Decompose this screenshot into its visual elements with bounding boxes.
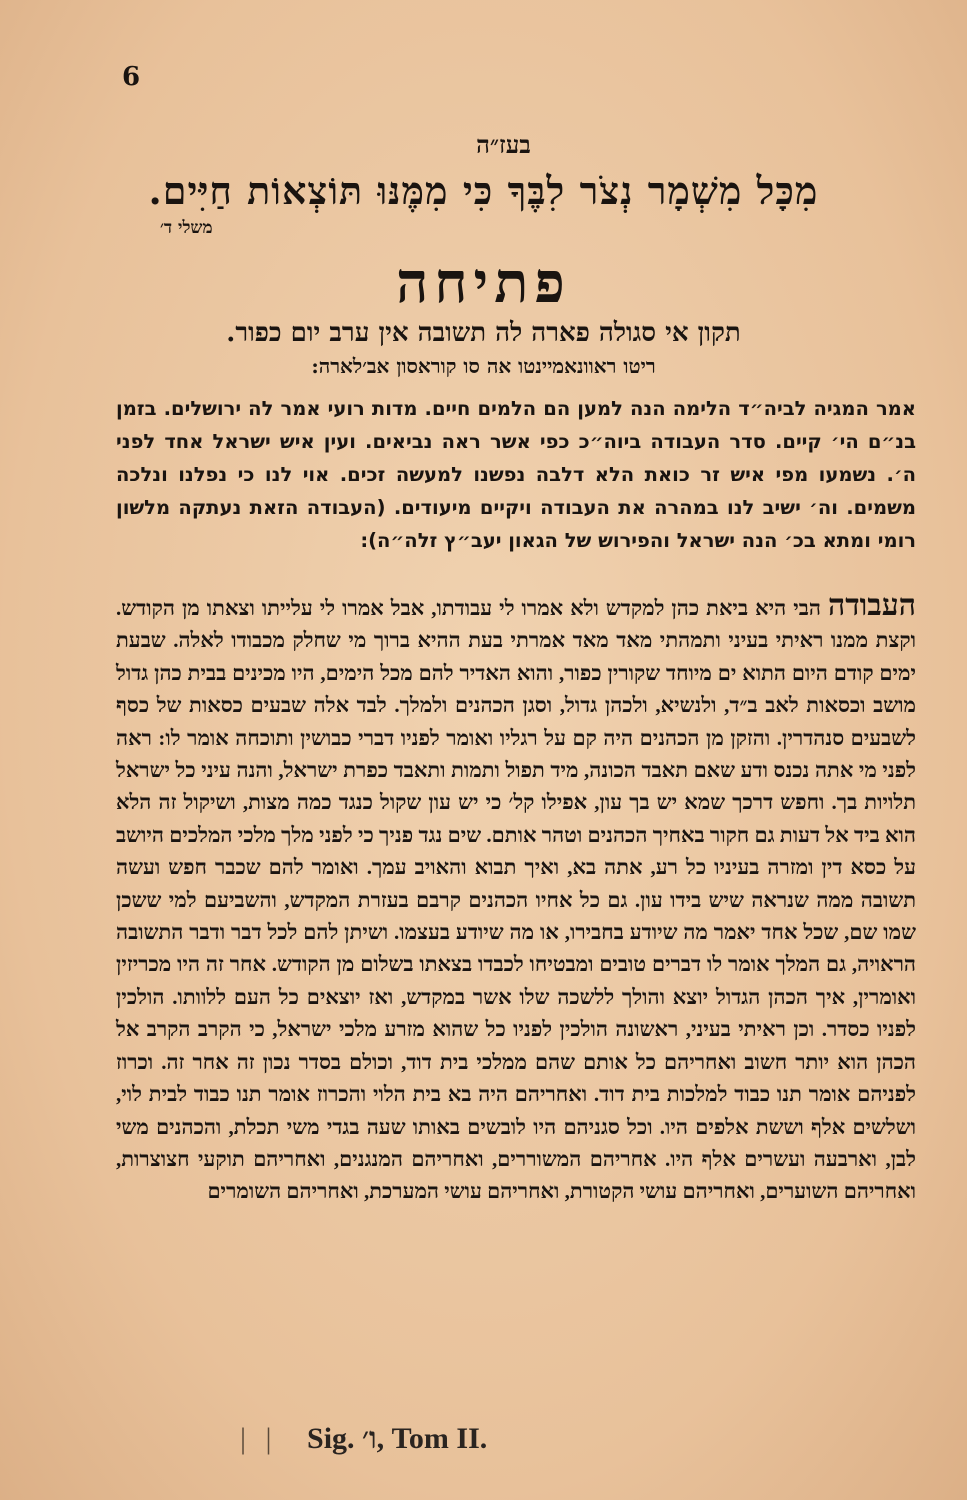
main-text: הבי היא ביאת כהן למקדש ולא אמרו לי עבודתו, אבל אמרו לי עלייתו וצאתו מן הקודש. וקצת ממנו ראיתי בעיני ותמהתי מאד מאד אמרתי בעת ההיא ברוך מי שחלק מכבודו לאלה. שבעת ימים קודם היום התוא ים מיוחד שקורין כפור, והוא האדיר להם מכל הימים, היו מכינים בבית כהן גדול מושב וכסאות לאב ב״ד, ולנשיא, ולכהן גדול, וסגן הכהנים ולמלך. לבד אלה שבעים כסאות של כסף לשבעים סנהדרין. והזקן מן הכהנים היה קם על רגליו ואומר לפניו דברי כבושין ותוכחה אומר לו: ראה לפני מי אתה נכנס ודע שאם תאבד הכונה, מיד תפול ותמות ותאבד כפרת ישראל, והנה עיני כל ישראל תלויות בך. וחפש דרכך שמא יש בך עון, אפילו קל׳ כי יש עון שקול כנגד כמה מצות, ושיקול זה הלא הוא ביד אל דעות גם חקור באחיך הכהנים וטהר אותם. שים נגד פניך כי לפני מלך מלכי המלכים היושב על כסא דין ומזרה בעיניו כל רע, אתה בא, ואיך תבוא והאויב עמך. ואומר להם שכבר חפש ועשה תשובה ממה שנראה שיש בידו עון. גם כל אחיו הכהנים קרבם בעזרת המקדש, והשביעם למי ששכן שמו שם, שכל אחד יאמר מה שיודע בחבירו, או מה שיודע בעצמו. ושיתן להם לכל דבר ודבר התשובה הראויה, גם המלך אומר לו דברים טובים ומבטיחו לכבדו בצאתו בשלום מן הקודש. אחר זה היו מכריזין ואומרין, איך הכהן הגדול יוצא והולך ללשכה שלו אשר במקדש, ואז יוצאים כל העם ללוותו. הולכין לפניו כסדר. וכן ראיתי בעיני, ראשונה הולכין לפניו כל שהוא מזרע מלכי ישראל, כי הקרב הקרב אל הכהן הוא יותר חשוב ואחריהם כל אותם שהם ממלכי בית דוד, וכולם בסדר נכון זה אחר זה. וכרוז לפניהם אומר תנו כבוד למלכות בית דוד. ואחריהם היה בא בית הלוי והכרוז אומר תנו כבוד לבית לוי, ושלשים אלף וששת אלפים היו. וכל סגניהם היו לובשים באותו שעה בגדי משי תכלת, והכהנים משי לבן, וארבעה ועשרים אלף היו. אחריהם המשוררים, ואחריהם המנגנים, ואחריהם תוקעי חצוצרות, ואחריהם השוערים, ואחריהם עושי הקטורת, ואחריהם עושי המערכת, ואחריהם השומרים xyxy=(116,596,916,1204)
lead-word: העבודה xyxy=(827,589,916,622)
page-title: פתיחה xyxy=(396,250,571,316)
motto-verse: מִכָּל מִשְׁמָר נְצֹר לִבֶּךָ כִּי מִמֶּנּוּ תּוֹצְאוֹת חַיִּים. xyxy=(148,168,819,213)
signature-footer xyxy=(240,1422,640,1456)
subtitle-secondary: ריטו ראוונאמיינטו אה סו קוראסון אב׳לארה: xyxy=(311,354,656,378)
motto-source: משלי ד׳ xyxy=(160,218,213,238)
subtitle: תקון אי סגולה פארה לה תשובה אין ערב יום כפור. xyxy=(226,318,741,348)
intro-paragraph: אמר המגיה לביה״ד הלימה הנה למען הם הלמים חיים. מדות רועי אמר לה ירושלים. בזמן בנ״ם הי׳ קיים. סדר העבודה ביוה״כ כפי אשר ראה נביאים. ועין איש ישראל אחד לפני ה׳. נשמעו מפי איש זר כואת הלא דלבה נפשנו למעשה זכים. אוי לנו כי נפלנו ונלכה משמים. וה׳ ישיב לנו במהרה את העבודה ויקיים מיעודים. (העבודה הזאת נעתקה מלשון רומי ומתא בכ׳ הנה ישראל והפירוש של הגאון יעב״ץ זלה״ה): xyxy=(116,397,916,552)
main-paragraph xyxy=(116,590,916,1208)
signature-mark: Sig. ו׳, Tom II. xyxy=(307,1422,488,1455)
bsd-heading: בעז״ה xyxy=(476,130,531,159)
footer-marks: | | xyxy=(240,1422,278,1455)
page-number: 6 xyxy=(122,62,141,92)
